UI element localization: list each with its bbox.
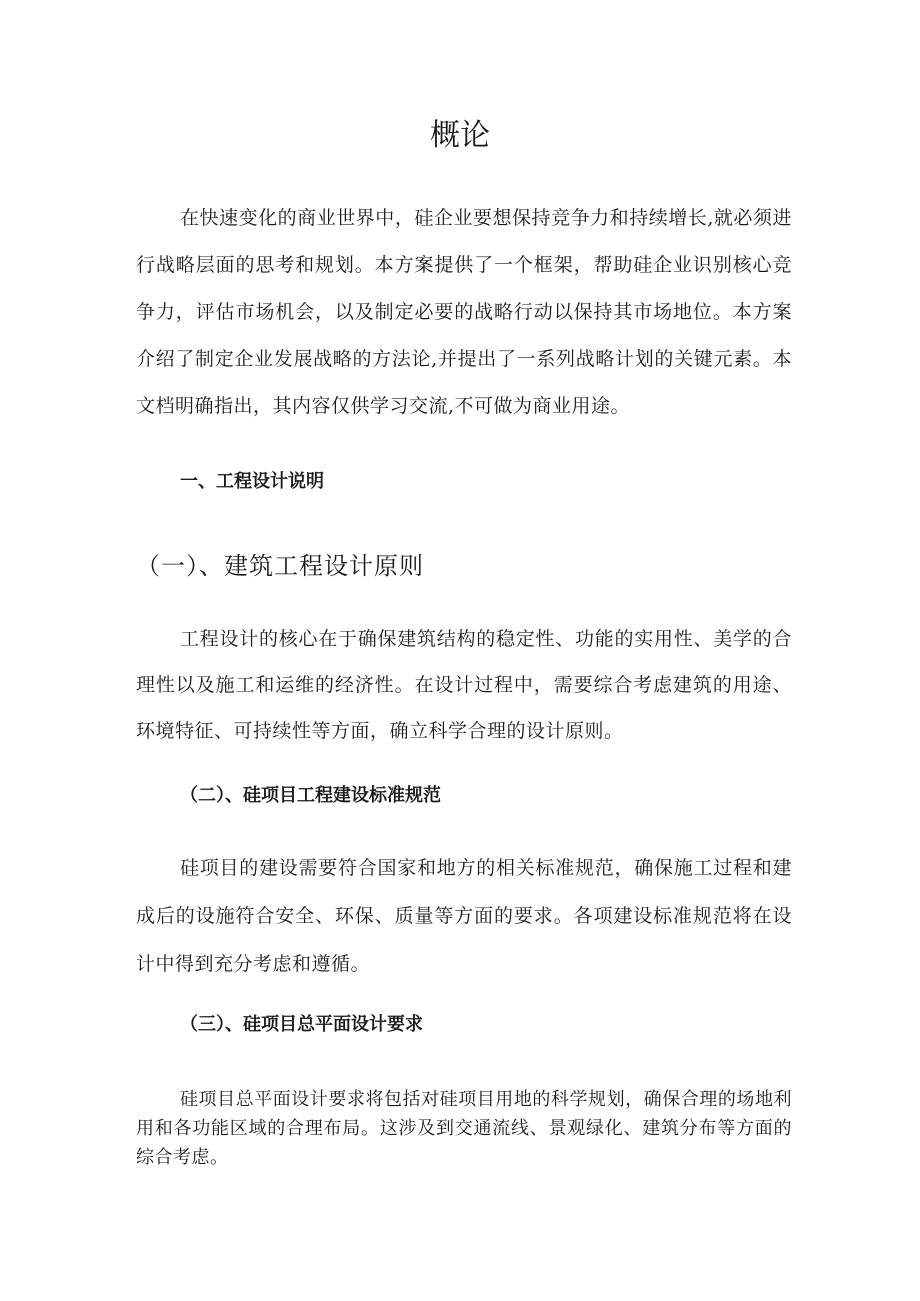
design-principles-paragraph: 工程设计的核心在于确保建筑结构的稳定性、功能的实用性、美学的合理性以及施工和运维的经济性。在设计过程中，需要综合考虑建筑的用途、环境特征、可持续性等方面，确立科学合理的设计原则。	[136, 628, 792, 742]
document-title: 概论	[430, 118, 490, 153]
section-heading-engineering-design: 一、工程设计说明	[180, 471, 324, 492]
subsection-heading-standards: （二）、硅项目工程建设标准规范	[180, 785, 441, 806]
site-plan-paragraph: 硅项目总平面设计要求将包括对硅项目用地的科学规划，确保合理的场地利用和各功能区域的合理布局。这涉及到交通流线、景观绿化、建筑分布等方面的综合考虑。	[136, 1089, 792, 1168]
intro-paragraph: 在快速变化的商业世界中，硅企业要想保持竞争力和持续增长,就必须进行战略层面的思考和规划。本方案提供了一个框架，帮助硅企业识别核心竞争力，评估市场机会，以及制定必要的战略行动以保持其市场地位。本方案介绍了制定企业发展战略的方法论,并提出了一系列战略计划的关键元素。本文档明确指出，其内容仅供学习交流,不可做为商业用途。	[136, 207, 792, 417]
subsection-heading-site-plan: （三）、硅项目总平面设计要求	[180, 1014, 423, 1035]
standards-paragraph: 硅项目的建设需要符合国家和地方的相关标准规范，确保施工过程和建成后的设施符合安全、环保、质量等方面的要求。各项建设标准规范将在设计中得到充分考虑和遵循。	[136, 857, 792, 975]
subsection-heading-design-principles: （一）、建筑工程设计原则	[136, 552, 424, 580]
